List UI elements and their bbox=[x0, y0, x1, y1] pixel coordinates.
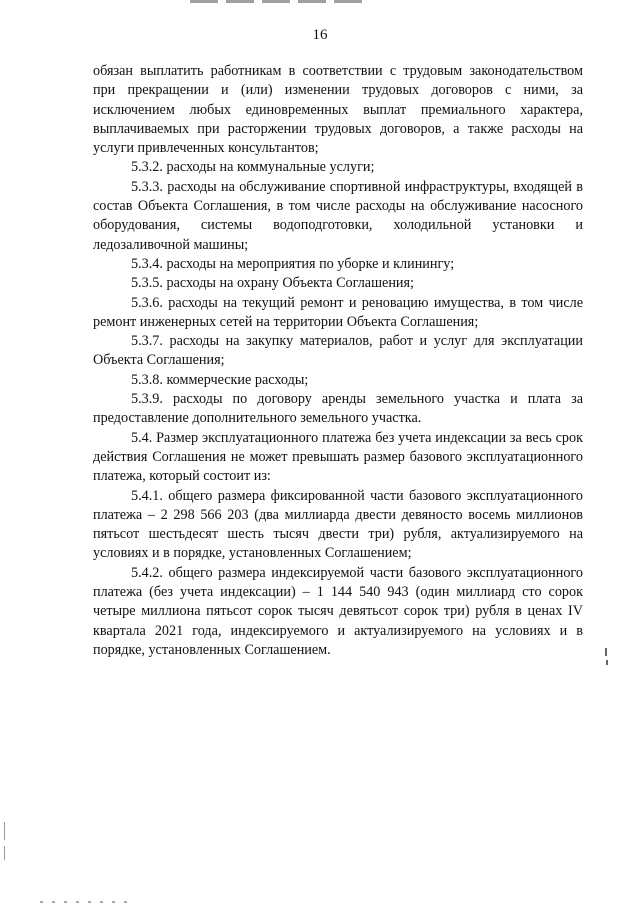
paragraph-continuation: обязан выплатить работникам в соответствии с трудовым законодательством при прекращении и (или) изменении трудовых договоров с ними, за исключением любых единовременных выплат премиального характера, выплачиваемых при расторжении трудовых договоров, а также расходы на услуги привлеченных консультантов; bbox=[93, 63, 583, 157]
paragraph-5-4-2: 5.4.2. общего размера индексируемой части базового эксплуатационного платежа (без учета индексации) – 1 144 540 943 (один миллиард сто сорок четыре миллиона пятьсот сорок тысяч девятьсот сорок три) рубля в ценах IV квартала 2021 года, индексируемого и актуализируемого на условиях и в порядке, установленных Соглашением. bbox=[93, 564, 583, 658]
paragraph-5-4: 5.4. Размер эксплуатационного платежа без учета индексации за весь срок действия Соглашения не может превышать размер базового эксплуатационного платежа, который состоит из: bbox=[93, 429, 583, 485]
scan-artifact-margin bbox=[4, 846, 5, 860]
paragraph-5-3-6: 5.3.6. расходы на текущий ремонт и реновацию имущества, в том числе ремонт инженерных сетей на территории Объекта Соглашения; bbox=[93, 294, 583, 330]
scan-artifact-margin bbox=[4, 822, 5, 840]
paragraph-5-3-3: 5.3.3. расходы на обслуживание спортивной инфраструктуры, входящей в состав Объекта Соглашения, в том числе расходы на обслуживание насосного оборудования, системы водоподготовки, холодильной установки и ледозаливочной машины; bbox=[93, 178, 583, 253]
paragraph-5-3-2: 5.3.2. расходы на коммунальные услуги; bbox=[131, 159, 375, 176]
scan-artifact-mark bbox=[606, 660, 608, 665]
paragraph-5-3-5: 5.3.5. расходы на охрану Объекта Соглашения; bbox=[131, 275, 414, 292]
document-body bbox=[93, 62, 583, 660]
scan-artifact-bottom bbox=[40, 901, 130, 903]
page-number: 16 bbox=[312, 27, 328, 43]
paragraph-5-3-7: 5.3.7. расходы на закупку материалов, работ и услуг для эксплуатации Объекта Соглашения; bbox=[93, 333, 583, 369]
scan-artifact-top bbox=[190, 0, 370, 3]
scan-artifact-mark bbox=[605, 648, 607, 656]
paragraph-5-3-8: 5.3.8. коммерческие расходы; bbox=[131, 371, 309, 388]
paragraph-5-4-1: 5.4.1. общего размера фиксированной части базового эксплуатационного платежа – 2 298 566 203 (два миллиарда двести девяносто восемь миллионов пятьсот шестьдесят шесть тысяч двести три) рубля, актуализируемого на условиях и в порядке, установленных Соглашением; bbox=[93, 487, 583, 562]
paragraph-5-3-9: 5.3.9. расходы по договору аренды земельного участка и плата за предоставление дополнительного земельного участка. bbox=[93, 391, 583, 427]
paragraph-5-3-4: 5.3.4. расходы на мероприятия по уборке и клинингу; bbox=[131, 255, 455, 272]
